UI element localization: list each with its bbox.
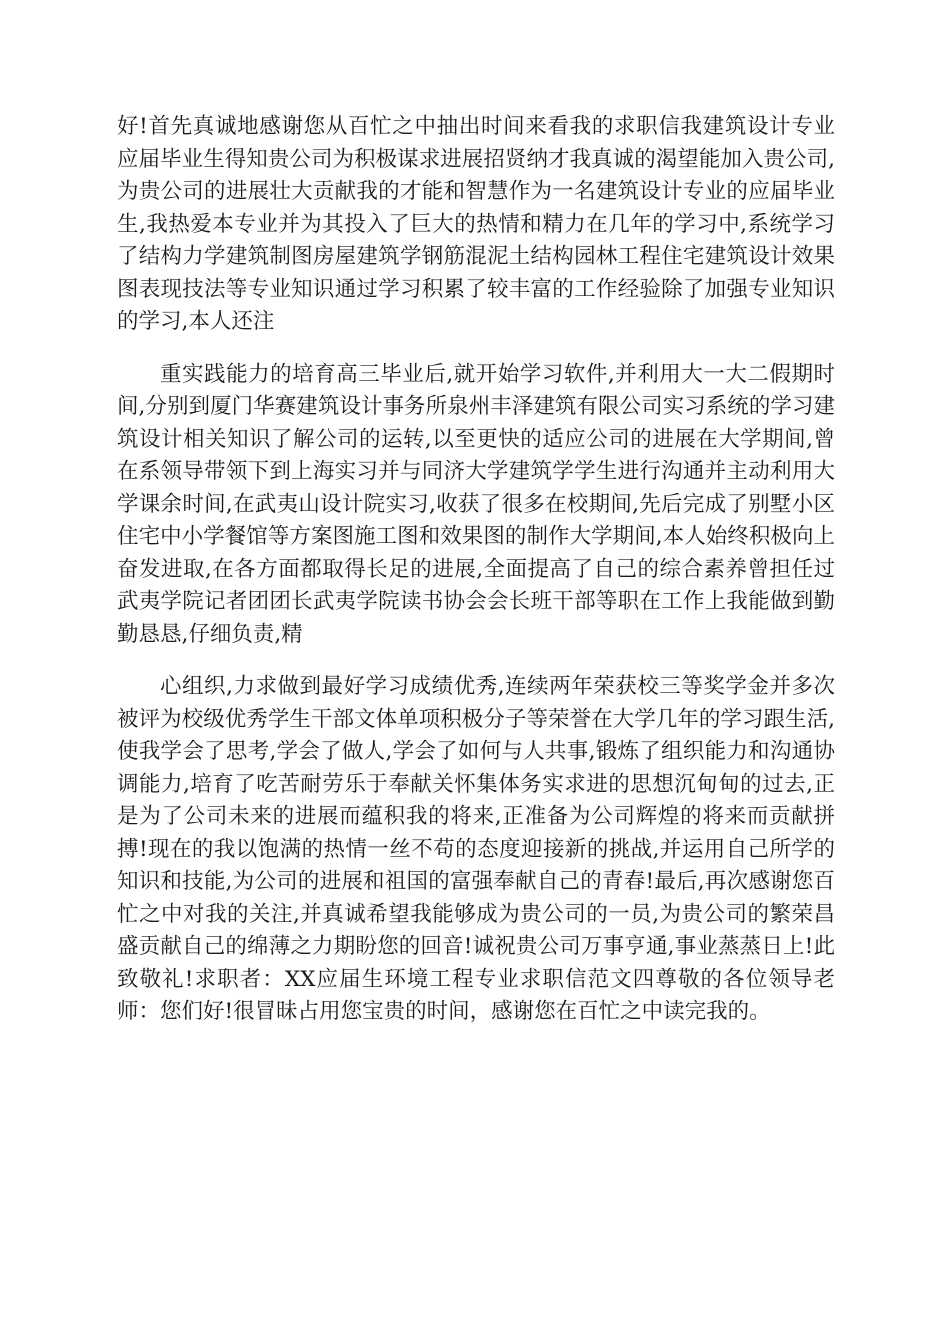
document-body bbox=[117, 111, 835, 1029]
paragraph-3: 心组织,力求做到最好学习成绩优秀,连续两年荣获校三等奖学金并多次被评为校级优秀学生干部文体单项积极分子等荣誉在大学几年的学习跟生活,使我学会了思考,学会了做人,学会了如何与人共事,锻炼了组织能力和沟通协调能力,培育了吃苦耐劳乐于奉献关怀集体务实求进的思想沉甸甸的过去,正是为了公司未来的进展而蕴积我的将来,正准备为公司辉煌的将来而贡献拼搏!现在的我以饱满的热情一丝不苟的态度迎接新的挑战,并运用自己所学的知识和技能,为公司的进展和祖国的富强奉献自己的青春!最后,再次感谢您百忙之中对我的关注,并真诚希望我能够成为贵公司的一员,为贵公司的繁荣昌盛贡献自己的绵薄之力期盼您的回音!诚祝贵公司万事亨通,事业蒸蒸日上!此致敬礼!求职者：XX应届生环境工程专业求职信范文四尊敬的各位领导老师：您们好!很冒昧占用您宝贵的时间，感谢您在百忙之中读完我的。 bbox=[117, 674, 836, 1024]
paragraph-2: 重实践能力的培育高三毕业后,就开始学习软件,并利用大一大二假期时间,分别到厦门华赛建筑设计事务所泉州丰泽建筑有限公司实习系统的学习建筑设计相关知识了解公司的运转,以至更快的适应公司的进展在大学期间,曾在系领导带领下到上海实习并与同济大学建筑学学生进行沟通并主动利用大学课余时间,在武夷山设计院实习,收获了很多在校期间,先后完成了别墅小区住宅中小学餐馆等方案图施工图和效果图的制作大学期间,本人始终积极向上奋发进取,在各方面都取得长足的进展,全面提高了自己的综合素养曾担任过武夷学院记者团团长武夷学院读书协会会长班干部等职在工作上我能做到勤勤恳恳,仔细负责,精 bbox=[117, 361, 835, 647]
paragraph-1: 好!首先真诚地感谢您从百忙之中抽出时间来看我的求职信我建筑设计专业应届毕业生得知贵公司为积极谋求进展招贤纳才我真诚的渴望能加入贵公司,为贵公司的进展壮大贡献我的才能和智慧作为一名建筑设计专业的应届毕业生,我热爱本专业并为其投入了巨大的热情和精力在几年的学习中,系统学习了结构力学建筑制图房屋建筑学钢筋混泥土结构园林工程住宅建筑设计效果图表现技法等专业知识通过学习积累了较丰富的工作经验除了加强专业知识的学习,本人还注 bbox=[117, 114, 835, 334]
